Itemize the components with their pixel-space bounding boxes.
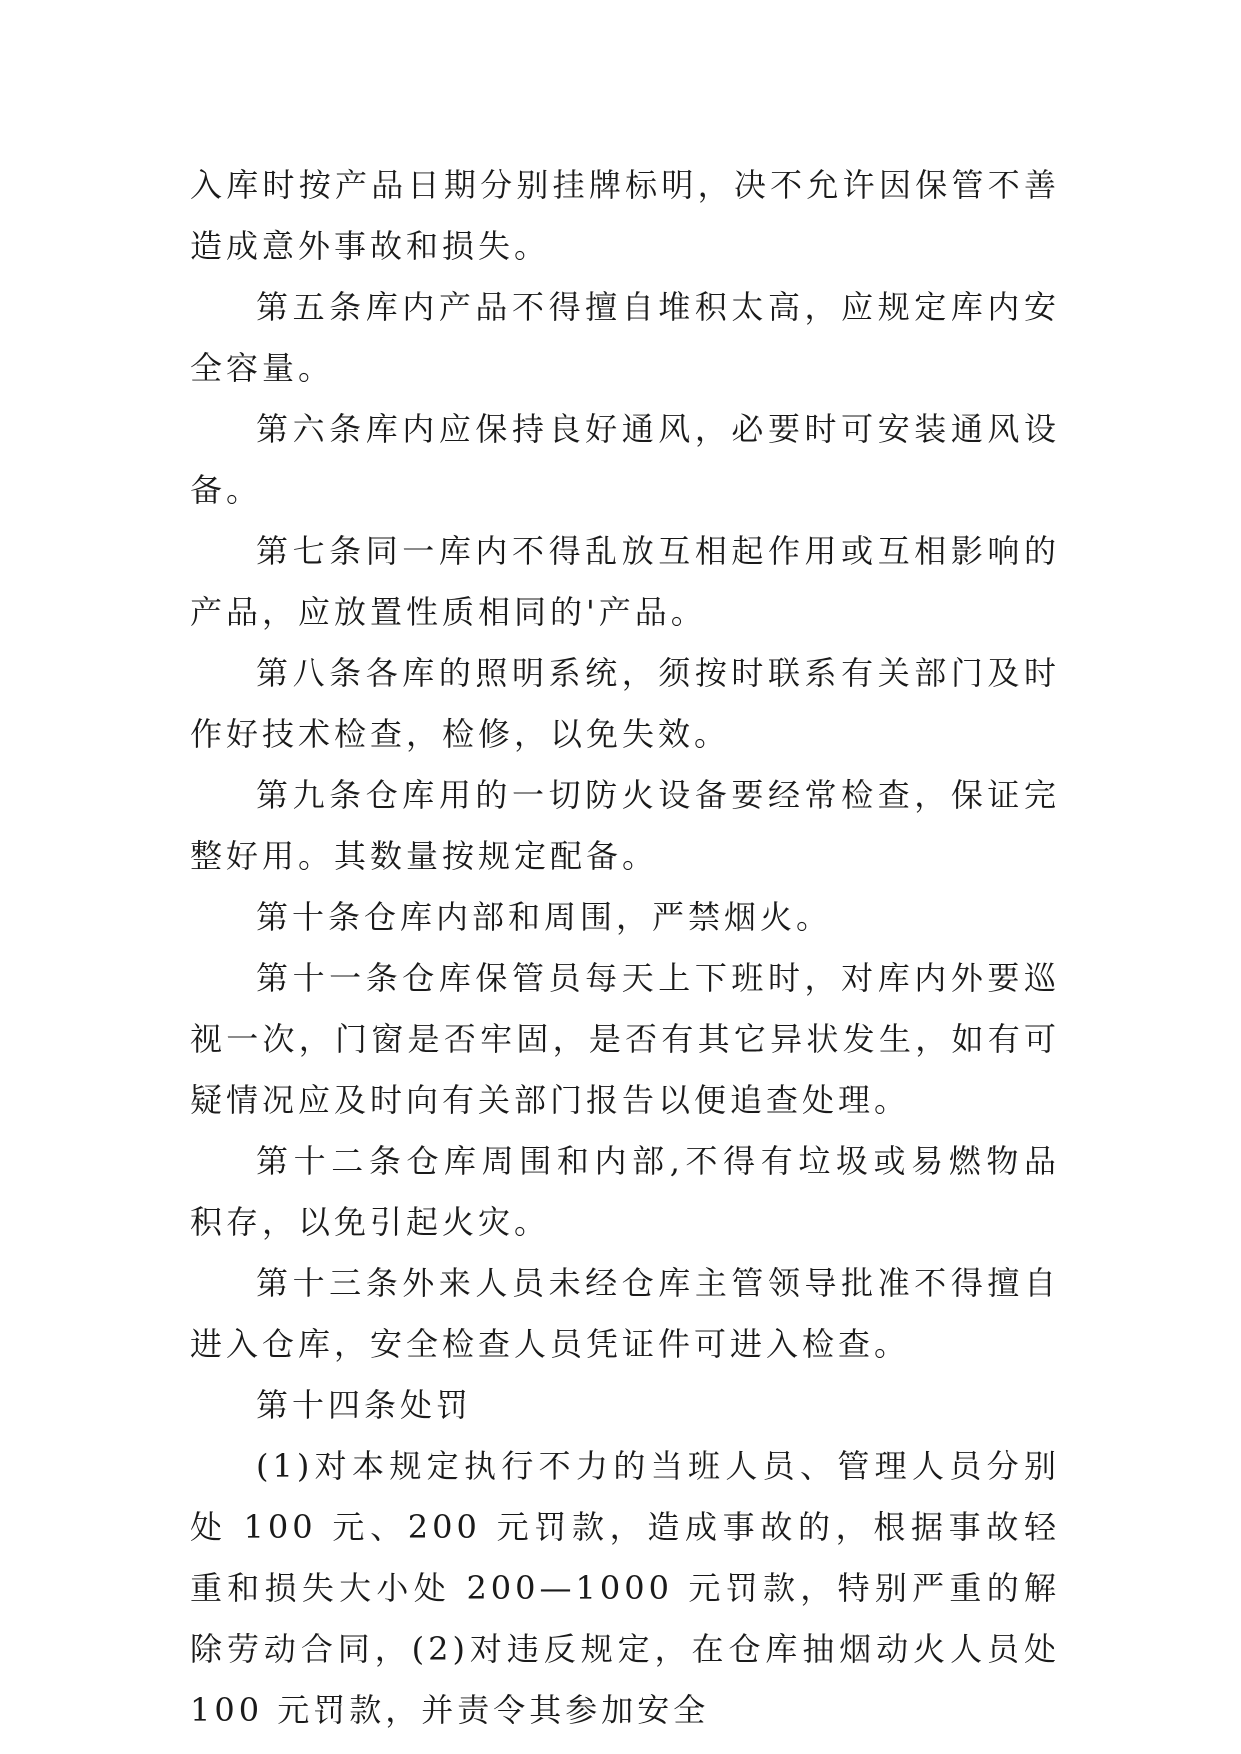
document-body: [190, 155, 1060, 1741]
paragraph-article-5: 第五条库内产品不得擅自堆积太高，应规定库内安全容量。: [190, 288, 1060, 387]
paragraph-article-9: 第九条仓库用的一切防火设备要经常检查，保证完整好用。其数量按规定配备。: [190, 776, 1060, 875]
paragraph-article-13: 第十三条外来人员未经仓库主管领导批准不得擅自进入仓库，安全检查人员凭证件可进入检查。: [190, 1264, 1060, 1363]
paragraph-article-11: 第十一条仓库保管员每天上下班时，对库内外要巡视一次，门窗是否牢固，是否有其它异状发生，如有可疑情况应及时向有关部门报告以便追查处理。: [190, 959, 1060, 1119]
paragraph-continued: 入库时按产品日期分别挂牌标明，决不允许因保管不善造成意外事故和损失。: [190, 166, 1060, 265]
paragraph-article-8: 第八条各库的照明系统，须按时联系有关部门及时作好技术检查，检修，以免失效。: [190, 654, 1060, 753]
paragraph-article-6: 第六条库内应保持良好通风，必要时可安装通风设备。: [190, 410, 1060, 509]
paragraph-article-12: 第十二条仓库周围和内部,不得有垃圾或易燃物品积存，以免引起火灾。: [190, 1142, 1060, 1241]
paragraph-article-14-heading: 第十四条处罚: [256, 1386, 473, 1424]
paragraph-penalty-1: (1)对本规定执行不力的当班人员、管理人员分别处 100 元、200 元罚款，造成事故的，根据事故轻重和损失大小处 200—1000 元罚款，特别严重的解除劳动合同，(2)对违反规定，在仓库抽烟动火人员处 100 元罚款，并责令其参加安全: [190, 1447, 1060, 1729]
paragraph-article-10: 第十条仓库内部和周围，严禁烟火。: [256, 898, 833, 936]
paragraph-article-7: 第七条同一库内不得乱放互相起作用或互相影响的产品，应放置性质相同的'产品。: [190, 532, 1060, 631]
